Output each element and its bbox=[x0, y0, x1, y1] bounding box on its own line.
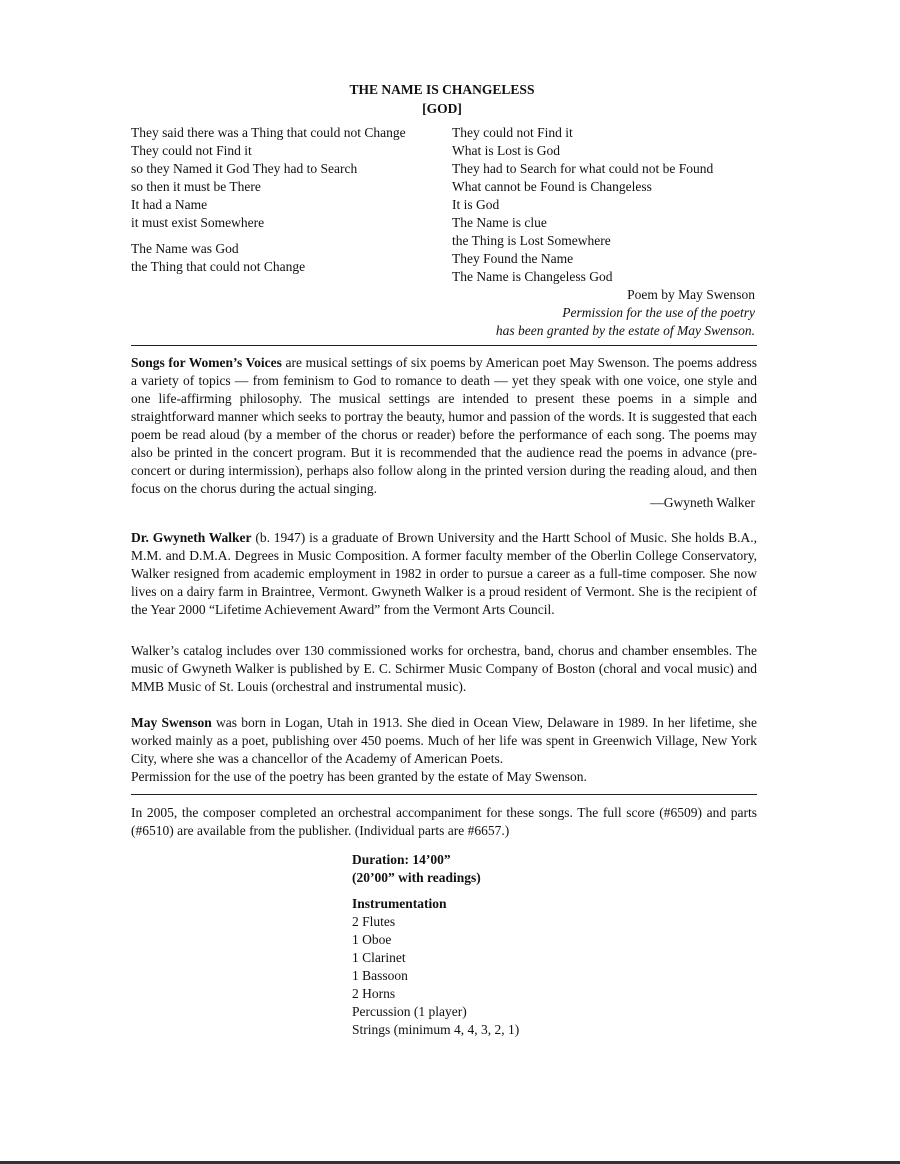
permission-line-1: Permission for the use of the poetry bbox=[562, 305, 755, 320]
poem-line: it must exist Somewhere bbox=[131, 215, 265, 230]
poem-line: They had to Search for what could not be Found bbox=[452, 161, 714, 176]
poem-line: What cannot be Found is Changeless bbox=[452, 179, 652, 194]
instrument-item: 2 Horns bbox=[352, 986, 396, 1001]
divider-rule bbox=[131, 794, 757, 795]
composer-bio-paragraph bbox=[131, 529, 757, 619]
poet-bio-paragraph bbox=[131, 714, 757, 786]
orchestration-paragraph: In 2005, the composer completed an orchestral accompaniment for these songs. The full score (#6509) and parts (#6510) are available from the publisher. (Individual parts are #6657.) bbox=[131, 805, 757, 838]
program-note-paragraph bbox=[131, 354, 757, 498]
duration-main: Duration: 14’00” bbox=[352, 852, 451, 867]
poem-credit bbox=[496, 286, 755, 340]
poem-line: They Found the Name bbox=[452, 251, 574, 266]
title-line-2: [GOD] bbox=[422, 101, 462, 116]
poem-line: They said there was a Thing that could not Change bbox=[131, 125, 406, 140]
poem-line: It is God bbox=[452, 197, 500, 212]
poem-left-column bbox=[131, 124, 406, 276]
poem-line: What is Lost is God bbox=[452, 143, 560, 158]
stanza-gap bbox=[131, 232, 406, 240]
instrumentation-block bbox=[352, 895, 519, 1039]
poem-line: The Name is Changeless God bbox=[452, 269, 613, 284]
title-line-1: THE NAME IS CHANGELESS bbox=[349, 82, 535, 97]
catalog-paragraph: Walker’s catalog includes over 130 commissioned works for orchestra, band, chorus and chamber ensembles. The music of Gwyneth Walker is published by E. C. Schirmer Music Company of Boston (choral and vocal music) and MMB Music of St. Louis (orchestral and instrumental music). bbox=[131, 643, 757, 694]
poem-line: They could not Find it bbox=[131, 143, 252, 158]
poem-right-column bbox=[452, 124, 713, 286]
instrument-item: 1 Oboe bbox=[352, 932, 392, 947]
permission-statement: Permission for the use of the poetry has been granted by the estate of May Swenson. bbox=[131, 769, 587, 784]
poem-title bbox=[0, 80, 884, 118]
paragraph-text: are musical settings of six poems by American poet May Swenson. The poems address a variety of topics — from feminism to God to romance to death — yet they speak with one voice, one style and one life-affirming philosophy. The musical settings are intended to present these poems in a simple and straightforward manner which seeks to portray the beauty, humor and passion of the words. It is suggested that each poem be read aloud (by a member of the chorus or reader) before the performance of each song. The poems may also be printed in the concert program. But it is recommended that the audience read the poems in advance (pre-concert or during intermission), perhaps also follow along in the printed version during the reading aloud, and then focus on the chorus during the actual singing. bbox=[131, 355, 757, 496]
instrument-item: Strings (minimum 4, 4, 3, 2, 1) bbox=[352, 1022, 520, 1037]
instrument-item: 1 Clarinet bbox=[352, 950, 406, 965]
poem-line: so they Named it God They had to Search bbox=[131, 161, 358, 176]
work-title: Songs for Women’s Voices bbox=[131, 355, 282, 370]
permission-line-2: has been granted by the estate of May Swenson. bbox=[495, 323, 755, 338]
poet-name: May Swenson bbox=[131, 715, 212, 730]
poem-line: It had a Name bbox=[131, 197, 208, 212]
instrument-item: 2 Flutes bbox=[352, 914, 396, 929]
duration-with-readings: (20’00” with readings) bbox=[352, 870, 481, 885]
duration-block bbox=[352, 851, 481, 887]
poem-line: so then it must be There bbox=[131, 179, 261, 194]
poem-author: Poem by May Swenson bbox=[627, 287, 755, 302]
instrument-item: 1 Bassoon bbox=[352, 968, 408, 983]
poem-line: They could not Find it bbox=[452, 125, 573, 140]
instrumentation-heading: Instrumentation bbox=[352, 896, 447, 911]
instrument-item: Percussion (1 player) bbox=[352, 1004, 467, 1019]
poem-line: The Name is clue bbox=[452, 215, 547, 230]
paragraph-text: was born in Logan, Utah in 1913. She died in Ocean View, Delaware in 1989. In her lifetime, she worked mainly as a poet, publishing over 450 poems. Much of her life was spent in Greenwich Village, New York City, where she was a chancellor of the Academy of American Poets. bbox=[131, 715, 757, 766]
poem-line: the Thing is Lost Somewhere bbox=[452, 233, 611, 248]
note-signature: —Gwyneth Walker bbox=[650, 495, 755, 510]
composer-name: Dr. Gwyneth Walker bbox=[131, 530, 252, 545]
poem-line: the Thing that could not Change bbox=[131, 259, 306, 274]
divider-rule bbox=[131, 345, 757, 346]
paragraph-text: (b. 1947) is a graduate of Brown University and the Hartt School of Music. She holds B.A., M.M. and D.M.A. Degrees in Music Composition. A former faculty member of the Oberlin College Conservatory, Walker resigned from academic employment in 1982 in order to pursue a career as a full-time composer. She now lives on a dairy farm in Braintree, Vermont. Gwyneth Walker is a proud resident of Vermont. She is the recipient of the Year 2000 “Lifetime Achievement Award” from the Vermont Arts Council. bbox=[131, 530, 757, 617]
poem-line: The Name was God bbox=[131, 241, 239, 256]
